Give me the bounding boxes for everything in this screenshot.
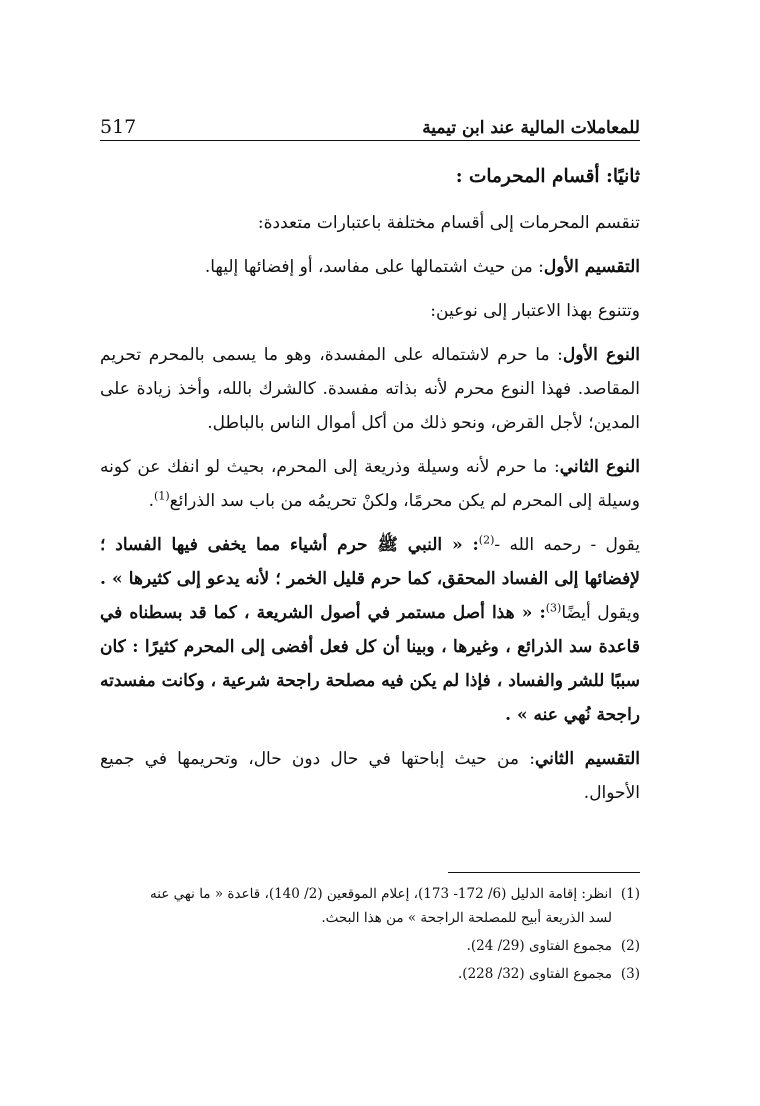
division-1-label: التقسيم الأول [543, 257, 640, 277]
intro-text: تنقسم المحرمات إلى أقسام مختلفة باعتبارات متعددة: [257, 213, 640, 233]
footnote-text-continued: لسد الذريعة أبيح للمصلحة الراجحة » من هذا البحث. [321, 910, 612, 926]
footnote-number: (1) [620, 886, 640, 902]
paragraph-types [100, 294, 640, 328]
footnote-number: (2) [620, 938, 640, 954]
footnote-rule [448, 872, 640, 873]
type-2-label: النوع الثاني [559, 457, 640, 477]
paragraph-quote [100, 528, 640, 732]
main-text [100, 160, 640, 820]
footnote-number: (3) [620, 966, 640, 982]
division-1-text: : من حيث اشتمالها على مفاسد، أو إفضائها إليها. [204, 257, 544, 277]
division-2-label: التقسيم الثاني [534, 749, 640, 769]
quote-1: : « النبي ﷺ حرم أشياء مما يخفى فيها الفساد ؛ لإفضائها إلى الفساد المحقق، كما حرم قليل الخمر ؛ لأنه يدعو إلى كثيرها » . [100, 535, 640, 589]
paragraph-division-2 [100, 742, 640, 810]
page-number: 517 [100, 116, 137, 138]
section-heading: ثانيًا: أقسام المحرمات : [455, 166, 640, 187]
quote-2: : « هذا أصل مستمر في أصول الشريعة ، كما قد بسطناه في قاعدة سد الذرائع ، وغيرها ، وبينا أن كل فعل أفضى إلى المحرم كثيرًا : كان سببًا للشر والفساد ، فإذا لم يكن فيه مصلحة راجحة شرعية ، وكانت مفسدته راجحة نُهي عنه » . [100, 603, 640, 725]
type-1-label: النوع الأول [562, 345, 641, 365]
running-title: للمعاملات المالية عند ابن تيمية [422, 118, 640, 138]
footnote-3 [100, 962, 640, 986]
footnote-2 [100, 934, 640, 958]
paragraph-type-1 [100, 338, 640, 440]
footnote-ref-1[interactable]: (1) [154, 489, 170, 503]
footnote-text: مجموع الفتاوى (29/ 24). [466, 938, 612, 954]
footnote-1 [100, 882, 640, 930]
type-2-text: : ما حرم لأنه وسيلة وذريعة إلى المحرم، بحيث لو انفك عن كونه وسيلة إلى المحرم لم يكن محرمًا، ولكنْ تحريمُه من باب سد الذرائع [100, 457, 640, 511]
type-2-end: . [148, 491, 155, 511]
types-text: وتتنوع بهذا الاعتبار إلى نوعين: [430, 301, 640, 321]
header-rule [100, 140, 640, 141]
quote-mid: ويقول أيضًا [561, 603, 640, 623]
footnotes [100, 882, 640, 990]
footnote-text: انظر: إقامة الدليل (6/ 172- 173)، إعلام الموقعين (2/ 140)، قاعدة « ما نهي عنه [150, 886, 612, 902]
quote-lead: يقول - رحمه الله - [494, 535, 641, 555]
paragraph-division-1 [100, 250, 640, 284]
paragraph-intro [100, 206, 640, 240]
page-header [100, 98, 640, 138]
footnote-ref-2[interactable]: (2) [478, 533, 495, 547]
type-1-text: : ما حرم لاشتماله على المفسدة، وهو ما يسمى بالمحرم تحريم المقاصد. فهذا النوع محرم لأنه بذاته مفسدة. كالشرك بالله، وأخذ زيادة على المدين؛ لأجل القرض، ونحو ذلك من أكل أموال الناس بالباطل. [100, 345, 640, 433]
division-2-text: : من حيث إباحتها في حال دون حال، وتحريمها في جميع الأحوال. [100, 749, 640, 803]
footnote-text: مجموع الفتاوى (32/ 228). [458, 966, 612, 982]
paragraph-type-2 [100, 450, 640, 518]
footnote-ref-3[interactable]: (3) [545, 601, 562, 615]
